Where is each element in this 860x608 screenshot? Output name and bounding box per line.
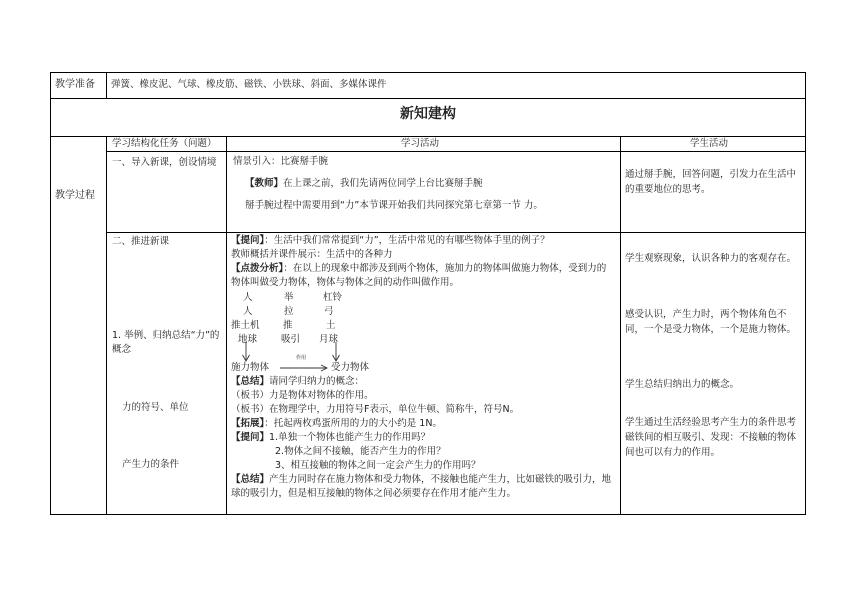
- summary1-tag: 【总结】: [231, 376, 270, 387]
- prep-label: 教学准备: [55, 79, 95, 90]
- header-student: 学生活动: [690, 138, 729, 149]
- table-border-bottom: [50, 514, 806, 515]
- q2-question-1: 1.单独一个物体也能产生力的作用吗？: [269, 432, 431, 443]
- row1-task: 一、导入新课，创设情境: [112, 157, 217, 168]
- summary1-line: [231, 375, 364, 389]
- example-2-object: 弓: [324, 306, 334, 317]
- row2-task-main: 二、推进新课: [112, 236, 170, 247]
- example-3-object: 土: [326, 320, 336, 331]
- example-2-verb: 拉: [284, 306, 294, 317]
- table-border-right: [805, 72, 806, 515]
- q1-tag: 【提问】: [231, 235, 265, 246]
- example-3-verb: 推: [283, 320, 293, 331]
- ext-line: [231, 417, 442, 431]
- row2-task-1: 1. 举例、归纳总结“力”的概念: [112, 330, 220, 355]
- student-2-3: 学生总结归纳出力的概念。: [625, 379, 740, 390]
- divider-row1: [106, 232, 806, 233]
- arrow-label: 作用: [296, 355, 307, 361]
- example-2-subject: 人: [243, 306, 253, 317]
- divider-h1: [50, 98, 806, 99]
- example-4-verb: 吸引: [281, 334, 301, 345]
- header-task: 学习结构化任务（问题）: [112, 138, 217, 149]
- student-2-1: 学生观察现象，认识各种力的客观存在。: [625, 253, 797, 264]
- teacher-text: 在上课之前，我们先请两位同学上台比赛掰手腕: [283, 178, 483, 189]
- analysis-tag: 【点拨分析】: [231, 263, 284, 274]
- example-4-object: 月球: [319, 334, 339, 345]
- example-4-subject: 地球: [238, 334, 258, 345]
- example-1-verb: 举: [284, 292, 294, 303]
- analysis-block: [231, 262, 615, 290]
- q2-question-2: 2.物体之间不接触，能否产生力的作用？: [275, 446, 446, 457]
- receiver-label: 受力物体: [331, 362, 370, 373]
- analysis-text: ：在以上的现象中都涉及到两个物体，施加力的物体叫做施力物体，受到力的物体叫做受力物体，物体与物体之间的动作叫做作用。: [231, 263, 607, 288]
- q2-line1: [231, 431, 430, 445]
- summary2-tag: 【总结】: [231, 474, 270, 485]
- board1: （板书）力是物体对物体的作用。: [231, 390, 374, 401]
- divider-task: [226, 136, 227, 515]
- student-2-2: 感受认识，产生力时，两个物体角色不同，一个是受力物体，一个是施力物体。: [625, 309, 797, 335]
- applier-label: 施力物体: [231, 362, 270, 373]
- q2-question-3: 3、相互接触的物体之间一定会产生力的作用吗？: [275, 460, 481, 471]
- row1-line3: 掰手腕过程中需要用到“力”本节课开始我们共同探究第七章第一节 力。: [245, 200, 543, 211]
- row2-task-3: 产生力的条件: [122, 459, 180, 470]
- q1-line: [231, 234, 550, 248]
- summary2-block: [231, 473, 615, 501]
- row2-task-2: 力的符号、单位: [122, 402, 189, 413]
- table-border-left: [50, 72, 51, 515]
- table-border-top: [50, 72, 806, 73]
- row1-student: 通过掰手腕，回答问题，引发力在生活中的重要地位的思考。: [625, 169, 797, 195]
- q1-line2: 教师概括并课件展示：生活中的各种力: [231, 249, 393, 260]
- process-label: 教学过程: [55, 190, 95, 201]
- divider-process-label: [106, 136, 107, 515]
- summary2-text: 产生力同时存在施力物体和受力物体，不接触也能产生力，比如磁铁的吸引力，地球的吸引力，但是相互接触的物体之间必须要存在作用才能产生力。: [231, 474, 612, 499]
- divider-activity: [620, 136, 621, 515]
- summary1-text: 请同学归纳力的概念：: [269, 376, 365, 387]
- row1-teacher-line: [245, 177, 483, 191]
- ext-text: ：托起两枚鸡蛋所用的力的大小约是 1N。: [264, 418, 442, 429]
- header-activity: 学习活动: [401, 138, 440, 149]
- example-3-subject: 推土机: [231, 320, 260, 331]
- student-2-4: 学生通过生活经验思考产生力的条件思考磁铁间的相互吸引、发现：不接触的物体间也可以有力的作用。: [625, 417, 797, 458]
- teacher-tag: 【教师】: [245, 178, 284, 189]
- divider-header-row: [106, 151, 806, 152]
- q1-text: ：生活中我们常常提到“力”，生活中常见的有哪些物体手里的例子？: [264, 235, 550, 246]
- divider-prep: [106, 72, 107, 99]
- section-title: 新知建构: [400, 106, 456, 122]
- board2: （板书）在物理学中，力用符号F表示，单位牛顿、简称牛，符号N。: [231, 404, 520, 415]
- q2-tag: 【提问】: [231, 432, 270, 443]
- example-1-object: 杠铃: [323, 292, 343, 303]
- example-1-subject: 人: [243, 292, 253, 303]
- prep-content: 弹簧、橡皮泥、气球、橡皮筋、磁铁、小铁球、斜面、多媒体课件: [111, 79, 387, 90]
- row1-line1: 情景引入：比赛掰手腕: [233, 156, 329, 167]
- ext-tag: 【拓展】: [231, 418, 265, 429]
